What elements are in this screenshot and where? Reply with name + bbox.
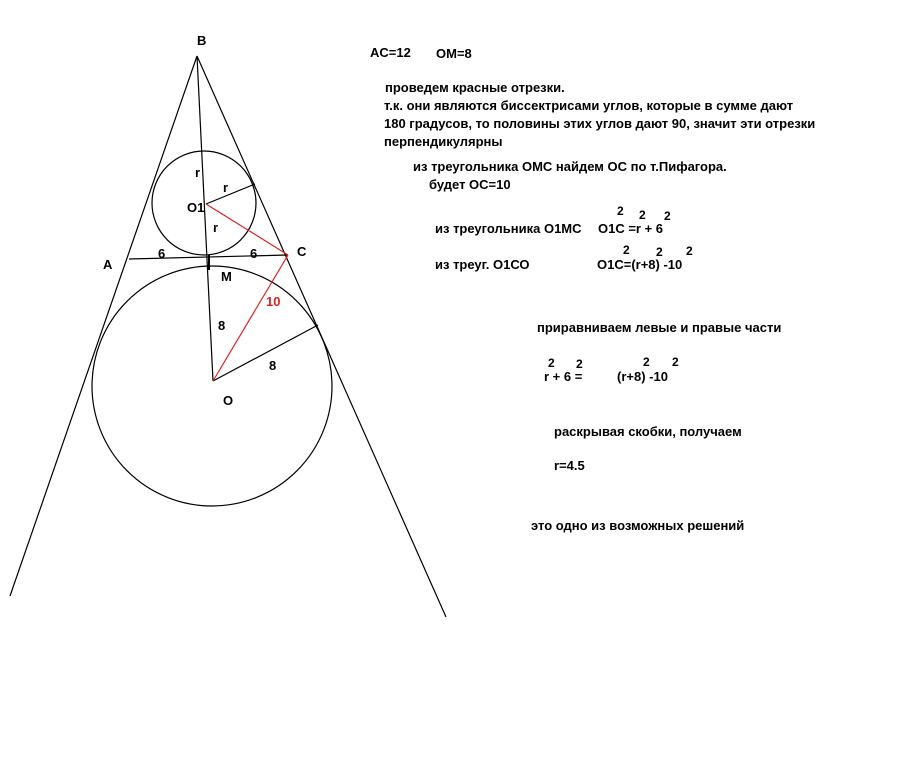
exponent: 2 [643, 355, 650, 369]
oc-result: будет ОС=10 [429, 177, 511, 192]
exponent: 2 [548, 356, 555, 370]
triangle-o1mc-label: из треугольника О1МС [435, 221, 582, 236]
side-left [10, 56, 197, 596]
result-value: r=4.5 [554, 458, 585, 473]
triangle-o1co-label: из треуг. О1СО [435, 257, 530, 272]
segment-r-upper-label: r [195, 165, 201, 180]
point-o-label: O [223, 393, 234, 408]
red-segment-o1c [206, 204, 288, 255]
axis-bo [197, 56, 213, 381]
exponent: 2 [686, 244, 693, 258]
point-a-label: A [103, 257, 113, 272]
exponent: 2 [672, 355, 679, 369]
radius-o1-tangent [206, 184, 255, 204]
exponent: 2 [664, 209, 671, 223]
segment-om-label: 8 [218, 318, 226, 333]
equate-instruction: приравниваем левые и правые части [537, 320, 782, 335]
exponent: 2 [656, 245, 663, 259]
expand-instruction: раскрывая скобки, получаем [554, 424, 742, 439]
large-circle [92, 266, 332, 506]
segment-r-lower-label: r [213, 220, 219, 235]
point-m-label: M [221, 269, 232, 284]
exponent: 2 [576, 357, 583, 371]
note-line-3: 180 градусов, то половины этих углов дают 90, значит эти отрезки [384, 116, 816, 131]
triangle-o1co-equation: О1С=(r+8) -10 [597, 257, 683, 272]
note-line-1: проведем красные отрезки. [385, 80, 565, 95]
equation-right-side: (r+8) -10 [617, 369, 668, 384]
radius-o-tangent [213, 325, 318, 381]
exponent: 2 [639, 208, 646, 222]
equation-left-side: r + 6 = [544, 369, 583, 384]
segment-mc-label: 6 [250, 246, 258, 261]
segment-ot-label: 8 [269, 358, 277, 373]
exponent: 2 [617, 204, 624, 218]
conclusion: это одно из возможных решений [531, 518, 745, 533]
segment-r-slant-label: r [223, 180, 229, 195]
pythagoras-intro: из треугольника ОМС найдем ОС по т.Пифагора. [413, 159, 727, 174]
point-b-label: B [197, 33, 207, 48]
point-c-label: C [297, 244, 307, 259]
note-line-2: т.к. они являются биссектрисами углов, которые в сумме дают [384, 98, 794, 113]
triangle-o1mc-equation: О1С =r + 6 [598, 221, 664, 236]
given-ac: AC=12 [370, 45, 411, 60]
segment-am-label: 6 [158, 246, 166, 261]
segment-oc-label: 10 [266, 294, 281, 309]
note-line-4: перпендикулярны [384, 134, 503, 149]
point-o1-label: O1 [187, 200, 205, 215]
exponent: 2 [623, 243, 630, 257]
given-om: OM=8 [436, 46, 472, 61]
